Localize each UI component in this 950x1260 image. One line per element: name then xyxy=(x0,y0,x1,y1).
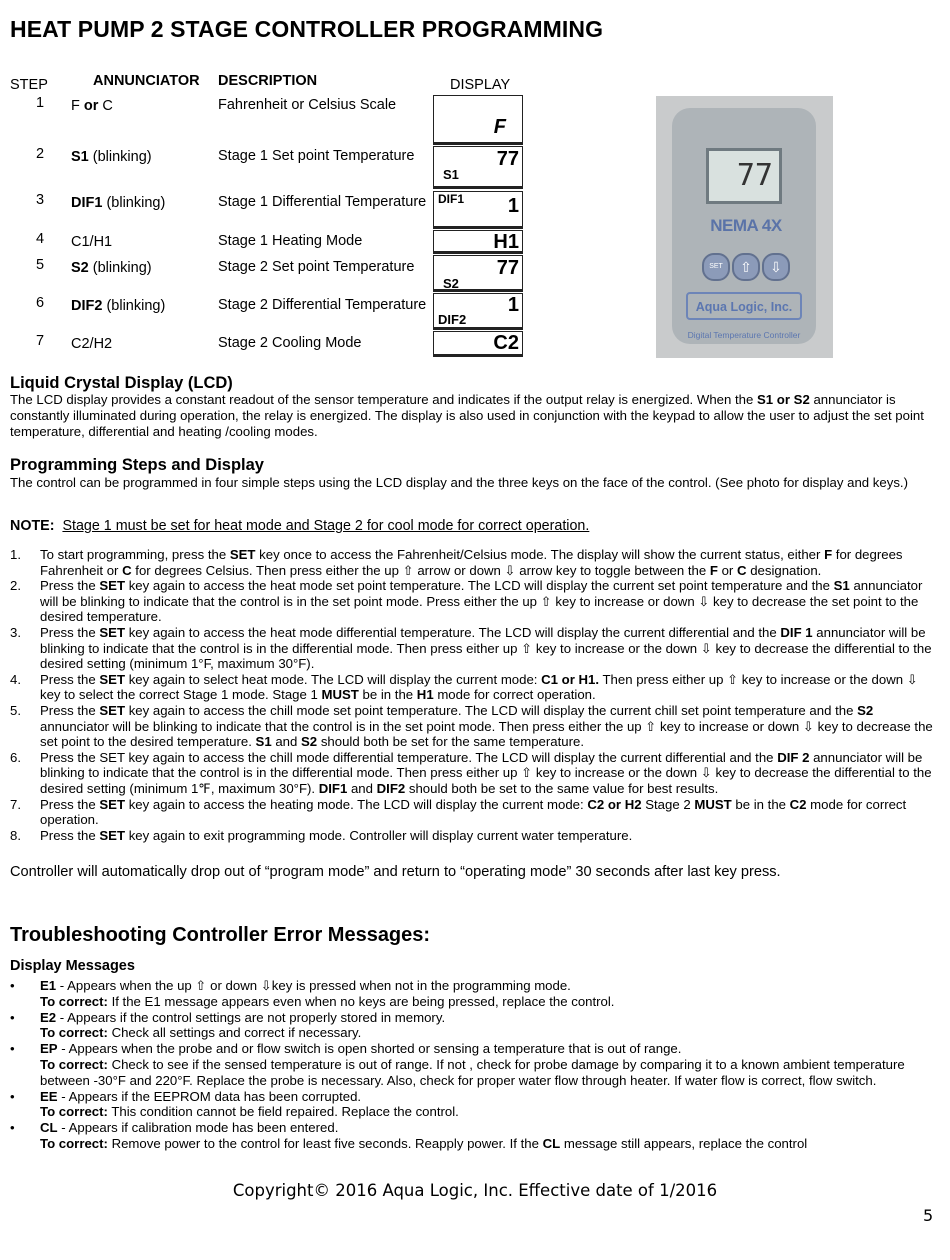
display-value: 77 xyxy=(496,148,519,170)
list-item: • EE - Appears if the EEPROM data has been corrupted. To correct: This condition cannot be field repaired. Replace the control. xyxy=(10,1088,459,1120)
annunciator: DIF1 (blinking) xyxy=(71,195,166,211)
annunciator: S1 (blinking) xyxy=(71,149,152,165)
auto-drop-text: Controller will automatically drop out of “program mode” and return to “operating mode” 30 seconds after last key press. xyxy=(10,864,781,880)
display-box xyxy=(433,331,523,357)
description: Stage 1 Differential Temperature xyxy=(218,194,427,210)
display-value: 1 xyxy=(507,195,519,217)
programming-heading: Programming Steps and Display xyxy=(10,456,264,474)
list-item: 1. To start programming, press the SET key once to access the Fahrenheit/Celsius mode. The display will show the current status, either F for degrees Fahrenheit or C for degrees Celsius. Then press either the up ⇧ arrow or down ⇩ arrow key to toggle between the F or C designation. xyxy=(10,547,903,578)
list-item: • E2 - Appears if the control settings are not properly stored in memory. To correct: Check all settings and correct if necessary. xyxy=(10,1009,446,1041)
list-item: • E1 - Appears when the up ⇧ or down ⇩key is pressed when not in the programming mode. To correct: If the E1 message appears even when no keys are being pressed, replace the control. xyxy=(10,978,615,1009)
display-box xyxy=(433,293,523,330)
display-label: DIF1 xyxy=(438,192,465,206)
header-annunciator: ANNUNCIATOR xyxy=(93,73,200,89)
step-number: 1 xyxy=(35,95,45,111)
list-item: • CL - Appears if calibration mode has been entered. To correct: Remove power to the control for least five seconds. Reapply power. If the CL message still appears, replace the control xyxy=(10,1120,808,1151)
annunciator: C2/H2 xyxy=(71,336,113,352)
display-box xyxy=(433,230,523,254)
display-box xyxy=(433,95,523,145)
header-description: DESCRIPTION xyxy=(218,73,318,89)
list-item: 8. Press the SET key again to exit programming mode. Controller will display current water temperature. xyxy=(10,827,633,843)
display-label: DIF2 xyxy=(438,312,467,327)
display-box xyxy=(433,255,523,292)
description: Fahrenheit or Celsius Scale xyxy=(218,97,397,113)
lcd-body: The LCD display provides a constant readout of the sensor temperature and indicates if the output relay is energized. When the S1 or S2 annunciator is constantly illuminated during operation, the relay is energized. The display is also used in conjunction with the keypad to allow the user to adjust the set point temperature, differential and heating /cooling modes. xyxy=(10,392,924,439)
display-value: F xyxy=(493,116,506,138)
lcd-screen: 77 xyxy=(706,148,782,204)
list-item: 6. Press the SET key again to access the chill mode differential temperature. The LCD will display the current differential and the DIF 2 annunciator will be blinking to indicate that the control is in the differential mode. Then press either up ⇧ key to increase or the down ⇩ key to decrease the differential to the desired setting (minimum 1℉, maximum 30°F). DIF1 and DIF2 should both be set to the same value for best results. xyxy=(10,749,932,796)
display-label: S2 xyxy=(443,276,459,291)
step-number: 4 xyxy=(35,231,45,247)
page-title: HEAT PUMP 2 STAGE CONTROLLER PROGRAMMING xyxy=(10,16,604,42)
step-number: 2 xyxy=(35,146,45,162)
controller-photo xyxy=(656,96,833,358)
troubleshooting-heading: Troubleshooting Controller Error Messages: xyxy=(10,924,431,946)
nema-label: NEMA 4X xyxy=(710,216,782,235)
up-arrow-icon: ⇧ xyxy=(732,253,760,281)
display-box xyxy=(433,146,523,189)
list-item: 3. Press the SET key again to access the heat mode differential temperature. The LCD will display the current differential and the DIF 1 annunciator will be blinking to indicate that the control is in the differential mode. Then press either up ⇧ key to increase or the down ⇩ key to decrease the differential to the desired setting (minimum 1°F, maximum 30°F). xyxy=(10,624,932,672)
lcd-heading: Liquid Crystal Display (LCD) xyxy=(10,374,233,392)
controller-body xyxy=(672,108,816,344)
display-label: S1 xyxy=(443,167,459,182)
description: Stage 1 Heating Mode xyxy=(218,233,363,249)
description: Stage 1 Set point Temperature xyxy=(218,148,415,164)
annunciator: C1/H1 xyxy=(71,234,113,250)
programming-body: The control can be programmed in four simple steps using the LCD display and the three keys on the face of the control. (See photo for display and keys.) xyxy=(10,475,908,490)
display-value: 77 xyxy=(496,257,519,279)
note-text: Stage 1 must be set for heat mode and Stage 2 for cool mode for correct operation. xyxy=(62,518,590,534)
list-item: • EP - Appears when the probe and or flow switch is open shorted or sensing a temperature that is out of range. To correct: Check to see if the sensed temperature is out of range. If not , check for probe damage by comparing it to a known ambient temperature between -30°F and 220°F. Replace the probe is necessary. Also, check for proper water flow through heater. If water flow is correct, flow switch. xyxy=(10,1041,905,1088)
controller-subtitle: Digital Temperature Controller xyxy=(687,330,801,340)
header-step: STEP xyxy=(10,77,48,93)
page-number: 5 xyxy=(923,1206,934,1225)
step-number: 6 xyxy=(35,295,45,311)
copyright-footer: Copyright© 2016 Aqua Logic, Inc. Effective date of 1/2016 xyxy=(232,1181,718,1200)
display-value: C2 xyxy=(493,332,519,354)
annunciator: F or C xyxy=(71,98,113,114)
display-messages-subheading: Display Messages xyxy=(10,958,135,974)
step-number: 7 xyxy=(35,333,45,349)
description: Stage 2 Set point Temperature xyxy=(218,259,415,275)
description: Stage 2 Differential Temperature xyxy=(218,297,427,313)
brand-logo: Aqua Logic, Inc. xyxy=(686,292,802,320)
note xyxy=(10,518,938,534)
set-key-icon: SET xyxy=(702,253,730,281)
list-item: 2. Press the SET key again to access the heat mode set point temperature. The LCD will display the current set point temperature and the S1 annunciator will be blinking to indicate that the control is in the set point mode. Press either the up ⇧ key to increase or down ⇩ key to decrease the set point to the desired temperature. xyxy=(10,578,923,625)
annunciator: S2 (blinking) xyxy=(71,260,152,276)
list-item: 5. Press the SET key again to access the chill mode set point temperature. The LCD will display the current chill set point temperature and the S2 annunciator will be blinking to indicate that the control is in the set point mode. Then press either the up ⇧ key to increase or down ⇩ key to decrease the set point to the desired temperature. S1 and S2 should both be set for the same temperature. xyxy=(10,702,933,750)
display-value: 1 xyxy=(507,294,519,316)
step-number: 5 xyxy=(35,257,45,273)
list-item: 4. Press the SET key again to select heat mode. The LCD will display the current mode: C1 or H1. Then press either up ⇧ key to increase or the down ⇩ key to select the correct Stage 1 mode. Stage 1 MUST be in the H1 mode for correct operation. xyxy=(10,671,918,703)
step-number: 3 xyxy=(35,192,45,208)
down-arrow-icon: ⇩ xyxy=(762,253,790,281)
header-display: DISPLAY xyxy=(450,77,511,93)
display-box xyxy=(433,191,523,229)
list-item: 7. Press the SET key again to access the heating mode. The LCD will display the current mode: C2 or H2 Stage 2 MUST be in the C2 mode for correct operation. xyxy=(10,796,907,828)
display-value: H1 xyxy=(493,231,519,253)
error-messages-list xyxy=(10,978,930,1152)
annunciator: DIF2 (blinking) xyxy=(71,298,166,314)
programming-steps-list xyxy=(10,547,938,843)
description: Stage 2 Cooling Mode xyxy=(218,335,362,351)
note-label: NOTE: xyxy=(10,518,55,534)
